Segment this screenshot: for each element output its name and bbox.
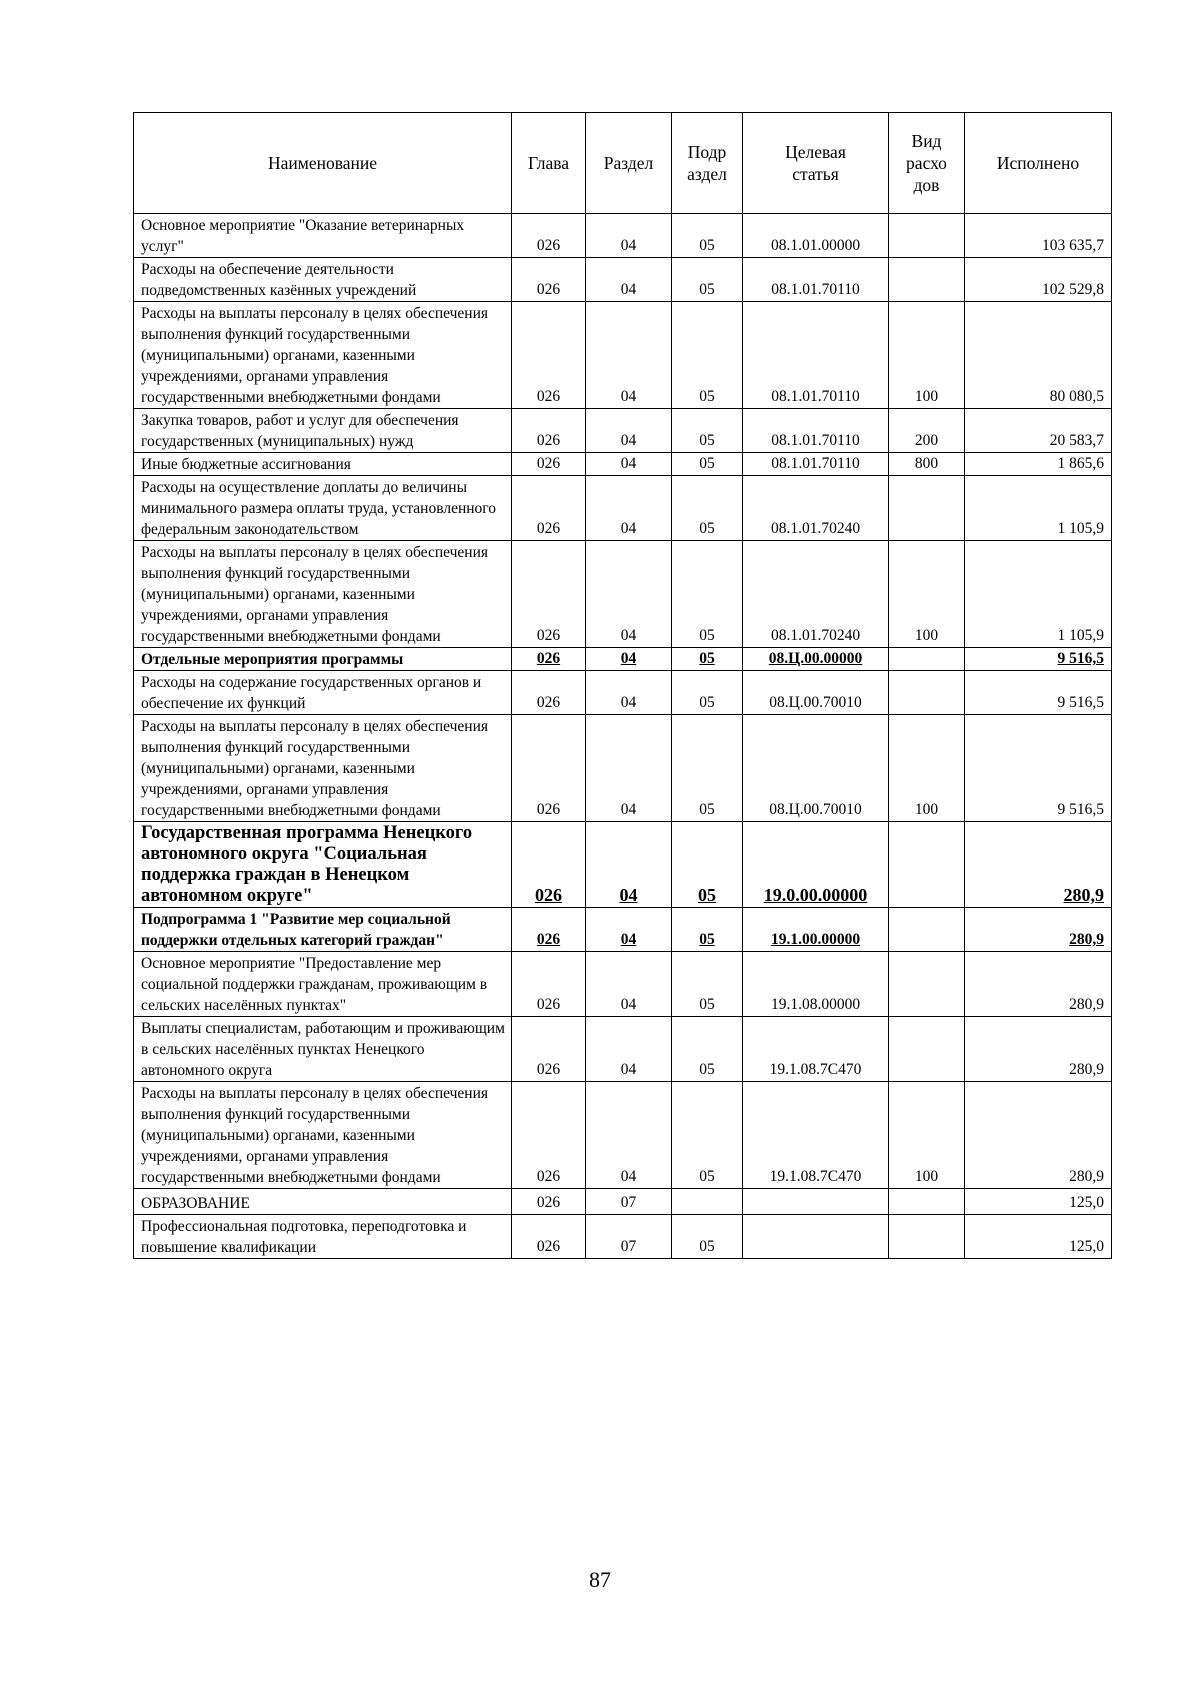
row-expense-type xyxy=(889,1017,965,1082)
table-row xyxy=(134,1189,1112,1215)
row-subsection: 05 xyxy=(672,1082,743,1189)
row-target-article: 08.1.01.70110 xyxy=(743,302,889,409)
row-section: 07 xyxy=(586,1189,672,1215)
row-chapter: 026 xyxy=(512,715,586,822)
table-row xyxy=(134,302,1112,409)
table-row xyxy=(134,541,1112,648)
header-chapter: Глава xyxy=(512,113,586,214)
row-subsection: 05 xyxy=(672,822,743,908)
row-subsection: 05 xyxy=(672,258,743,302)
header-row xyxy=(134,113,1112,214)
row-chapter: 026 xyxy=(512,648,586,671)
budget-execution-table xyxy=(133,112,1112,1259)
table-row xyxy=(134,1215,1112,1259)
row-expense-type xyxy=(889,671,965,715)
row-name: Расходы на выплаты персоналу в целях обеспечения выполнения функций государственными (муниципальными) органами, казенными учреждениями, органами управления государственными внебюджетными фондами xyxy=(134,1082,512,1189)
row-section: 04 xyxy=(586,409,672,453)
row-expense-type xyxy=(889,258,965,302)
row-section: 04 xyxy=(586,648,672,671)
row-section: 04 xyxy=(586,214,672,258)
row-name: Основное мероприятие "Оказание ветеринарных услуг" xyxy=(134,214,512,258)
row-name: Основное мероприятие "Предоставление мер социальной поддержки гражданам, проживающим в сельских населённых пунктах" xyxy=(134,952,512,1017)
table-row xyxy=(134,258,1112,302)
row-target-article: 19.1.08.00000 xyxy=(743,952,889,1017)
row-name: Выплаты специалистам, работающим и проживающим в сельских населённых пунктах Ненецкого автономного округа xyxy=(134,1017,512,1082)
row-section: 04 xyxy=(586,453,672,476)
header-expense-type: Вид расхо дов xyxy=(889,113,965,214)
table-row xyxy=(134,1082,1112,1189)
row-chapter: 026 xyxy=(512,671,586,715)
row-target-article: 08.Ц.00.00000 xyxy=(743,648,889,671)
row-executed: 280,9 xyxy=(965,822,1112,908)
row-section: 04 xyxy=(586,715,672,822)
row-executed: 125,0 xyxy=(965,1215,1112,1259)
row-target-article xyxy=(743,1215,889,1259)
row-chapter: 026 xyxy=(512,214,586,258)
table-row xyxy=(134,476,1112,541)
row-target-article: 08.1.01.70240 xyxy=(743,476,889,541)
row-section: 04 xyxy=(586,822,672,908)
row-chapter: 026 xyxy=(512,952,586,1017)
row-executed: 103 635,7 xyxy=(965,214,1112,258)
table-row xyxy=(134,715,1112,822)
row-chapter: 026 xyxy=(512,1215,586,1259)
row-expense-type: 100 xyxy=(889,541,965,648)
row-subsection: 05 xyxy=(672,453,743,476)
row-executed: 1 865,6 xyxy=(965,453,1112,476)
row-subsection: 05 xyxy=(672,952,743,1017)
row-name: Расходы на содержание государственных органов и обеспечение их функций xyxy=(134,671,512,715)
row-name: Расходы на выплаты персоналу в целях обеспечения выполнения функций государственными (муниципальными) органами, казенными учреждениями, органами управления государственными внебюджетными фондами xyxy=(134,715,512,822)
row-section: 04 xyxy=(586,1082,672,1189)
row-name: Профессиональная подготовка, переподготовка и повышение квалификации xyxy=(134,1215,512,1259)
row-expense-type xyxy=(889,1215,965,1259)
row-executed: 80 080,5 xyxy=(965,302,1112,409)
row-executed: 9 516,5 xyxy=(965,648,1112,671)
row-name: Расходы на обеспечение деятельности подведомственных казённых учреждений xyxy=(134,258,512,302)
row-name: Иные бюджетные ассигнования xyxy=(134,453,512,476)
header-name: Наименование xyxy=(134,113,512,214)
row-target-article: 08.Ц.00.70010 xyxy=(743,715,889,822)
row-subsection: 05 xyxy=(672,671,743,715)
row-expense-type xyxy=(889,1189,965,1215)
row-chapter: 026 xyxy=(512,1017,586,1082)
row-name: Расходы на осуществление доплаты до величины минимального размера оплаты труда, установленного федеральным законодательством xyxy=(134,476,512,541)
table-row xyxy=(134,671,1112,715)
row-section: 04 xyxy=(586,952,672,1017)
row-chapter: 026 xyxy=(512,409,586,453)
row-subsection: 05 xyxy=(672,409,743,453)
row-subsection: 05 xyxy=(672,214,743,258)
row-name: Закупка товаров, работ и услуг для обеспечения государственных (муниципальных) нужд xyxy=(134,409,512,453)
row-subsection: 05 xyxy=(672,1017,743,1082)
row-executed: 102 529,8 xyxy=(965,258,1112,302)
row-executed: 280,9 xyxy=(965,908,1112,952)
row-subsection: 05 xyxy=(672,302,743,409)
table-row xyxy=(134,822,1112,908)
row-target-article: 19.0.00.00000 xyxy=(743,822,889,908)
row-section: 04 xyxy=(586,671,672,715)
header-executed: Исполнено xyxy=(965,113,1112,214)
row-expense-type: 800 xyxy=(889,453,965,476)
row-chapter: 026 xyxy=(512,1189,586,1215)
header-target-article: Целевая статья xyxy=(743,113,889,214)
row-chapter: 026 xyxy=(512,1082,586,1189)
row-target-article: 19.1.08.7С470 xyxy=(743,1017,889,1082)
row-expense-type: 100 xyxy=(889,1082,965,1189)
header-section: Раздел xyxy=(586,113,672,214)
row-subsection xyxy=(672,1189,743,1215)
row-section: 04 xyxy=(586,541,672,648)
table-row xyxy=(134,648,1112,671)
row-expense-type xyxy=(889,214,965,258)
row-section: 04 xyxy=(586,1017,672,1082)
row-target-article: 08.1.01.70110 xyxy=(743,453,889,476)
page-number: 87 xyxy=(589,1567,611,1592)
table-row xyxy=(134,453,1112,476)
row-chapter: 026 xyxy=(512,476,586,541)
row-target-article: 08.1.01.70110 xyxy=(743,258,889,302)
row-chapter: 026 xyxy=(512,302,586,409)
row-executed: 280,9 xyxy=(965,1082,1112,1189)
row-subsection: 05 xyxy=(672,715,743,822)
row-section: 04 xyxy=(586,908,672,952)
row-chapter: 026 xyxy=(512,258,586,302)
row-target-article: 19.1.00.00000 xyxy=(743,908,889,952)
header-subsection: Подр аздел xyxy=(672,113,743,214)
table-row xyxy=(134,409,1112,453)
row-subsection: 05 xyxy=(672,648,743,671)
row-executed: 280,9 xyxy=(965,1017,1112,1082)
row-expense-type: 100 xyxy=(889,302,965,409)
table-row xyxy=(134,1017,1112,1082)
row-expense-type xyxy=(889,648,965,671)
row-target-article: 08.Ц.00.70010 xyxy=(743,671,889,715)
row-name: Расходы на выплаты персоналу в целях обеспечения выполнения функций государственными (муниципальными) органами, казенными учреждениями, органами управления государственными внебюджетными фондами xyxy=(134,541,512,648)
row-subsection: 05 xyxy=(672,1215,743,1259)
row-section: 04 xyxy=(586,258,672,302)
row-name: Государственная программа Ненецкого автономного округа "Социальная поддержка граждан в Ненецком автономном округе" xyxy=(134,822,512,908)
row-executed: 9 516,5 xyxy=(965,671,1112,715)
row-expense-type: 100 xyxy=(889,715,965,822)
table-row xyxy=(134,952,1112,1017)
row-executed: 9 516,5 xyxy=(965,715,1112,822)
row-section: 07 xyxy=(586,1215,672,1259)
table-row xyxy=(134,214,1112,258)
row-executed: 1 105,9 xyxy=(965,476,1112,541)
row-expense-type: 200 xyxy=(889,409,965,453)
row-expense-type xyxy=(889,952,965,1017)
row-name: Подпрограмма 1 "Развитие мер социальной поддержки отдельных категорий граждан" xyxy=(134,908,512,952)
row-executed: 20 583,7 xyxy=(965,409,1112,453)
row-executed: 1 105,9 xyxy=(965,541,1112,648)
row-chapter: 026 xyxy=(512,908,586,952)
row-name: ОБРАЗОВАНИЕ xyxy=(134,1189,512,1215)
row-name: Отдельные мероприятия программы xyxy=(134,648,512,671)
row-target-article xyxy=(743,1189,889,1215)
row-target-article: 19.1.08.7С470 xyxy=(743,1082,889,1189)
row-chapter: 026 xyxy=(512,541,586,648)
row-target-article: 08.1.01.70240 xyxy=(743,541,889,648)
row-expense-type xyxy=(889,476,965,541)
row-executed: 125,0 xyxy=(965,1189,1112,1215)
row-chapter: 026 xyxy=(512,453,586,476)
row-chapter: 026 xyxy=(512,822,586,908)
table-row xyxy=(134,908,1112,952)
row-name: Расходы на выплаты персоналу в целях обеспечения выполнения функций государственными (муниципальными) органами, казенными учреждениями, органами управления государственными внебюджетными фондами xyxy=(134,302,512,409)
row-expense-type xyxy=(889,908,965,952)
row-section: 04 xyxy=(586,476,672,541)
row-expense-type xyxy=(889,822,965,908)
row-target-article: 08.1.01.00000 xyxy=(743,214,889,258)
row-subsection: 05 xyxy=(672,908,743,952)
row-target-article: 08.1.01.70110 xyxy=(743,409,889,453)
row-section: 04 xyxy=(586,302,672,409)
row-subsection: 05 xyxy=(672,541,743,648)
row-subsection: 05 xyxy=(672,476,743,541)
row-executed: 280,9 xyxy=(965,952,1112,1017)
